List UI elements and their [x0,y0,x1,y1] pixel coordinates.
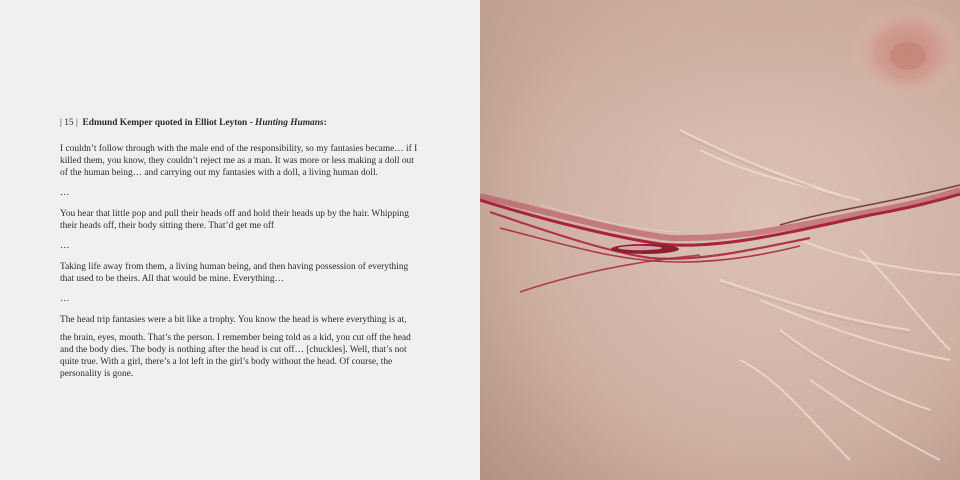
paragraph: The head trip fantasies were a bit like a trophy. You know the head is where everything is at, [60,315,407,325]
ellipsis: … [60,241,70,251]
ellipsis: … [60,294,70,304]
paragraph: You hear that little pop and pull their heads off and hold their heads up by the hair. Whipping their heads off, their body sitting there. That’d get me off [60,209,409,231]
right-page-photo [480,0,960,480]
paragraph: the brain, eyes, mouth. That’s the person. I remember being told as a kid, you cut off the head and the body dies. The body is nothing after the head is cut off… [chuckles]. Well, that’s not quite true. With a girl, there’s a lot left in the girl’s body without the head. Of course, the personality is gone. [60,333,411,379]
heading-title: Edmund Kemper quoted in Elliot Leyton - [82,118,253,128]
heading-book-title: Hunting Humans [255,118,324,128]
page-number: | 15 | [60,118,78,128]
nipple [890,42,926,70]
ellipsis: … [60,188,70,198]
heading-colon: : [323,118,327,128]
skin-scar-photo [480,0,960,480]
page-heading [60,117,420,129]
quote-text-block [60,117,420,388]
paragraph: Taking life away from them, a living human being, and then having possession of everything that used to be theirs. All that would be mine. Everything… [60,262,409,284]
paragraph: I couldn’t follow through with the male end of the responsibility, so my fantasies became… if I killed them, you know, they couldn’t reject me as a man. It was more or less making a doll out of the human being… and carrying out my fantasies with a doll, a living human doll. [60,144,418,178]
